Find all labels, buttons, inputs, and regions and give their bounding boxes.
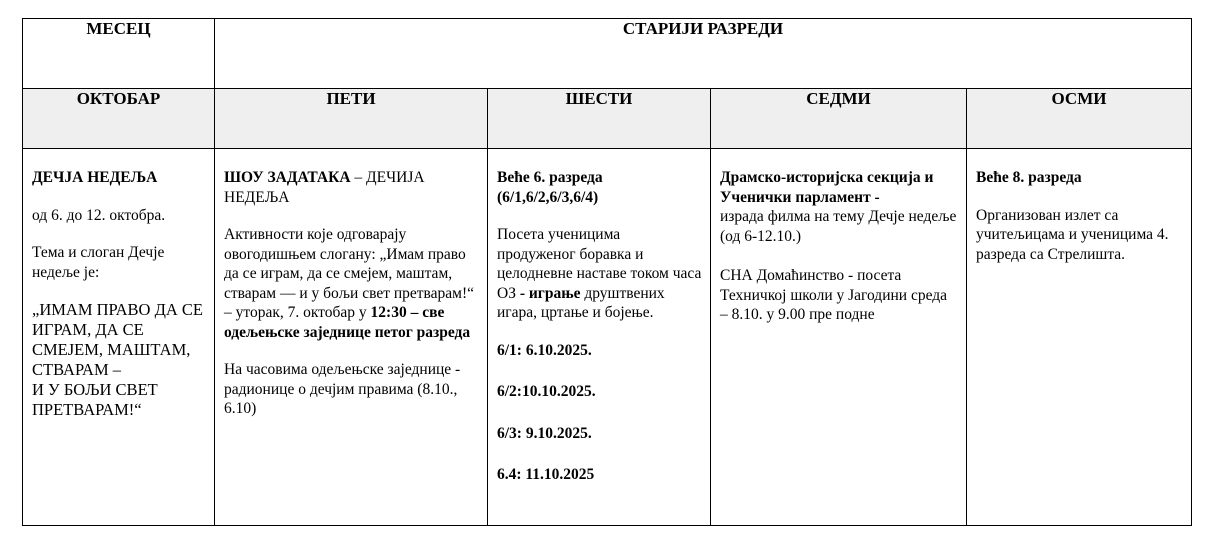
grade7-visit: СНА Домаћинство - посета Техничкој школи у Јагодини среда – 8.10. у 9.00 пре подне bbox=[720, 267, 948, 323]
grade5-workshops: На часовима одељењске заједнице - радионице о дечјим правима (8.10., 6.10) bbox=[224, 361, 461, 417]
grade6-date-3: 6/3: 9.10.2025. bbox=[497, 424, 592, 442]
grade5-content-cell bbox=[215, 149, 488, 526]
grade7-drama bbox=[720, 168, 958, 246]
grade7-content-cell bbox=[711, 149, 967, 526]
grade6-content-cell bbox=[488, 149, 711, 526]
header-row bbox=[23, 19, 1192, 89]
grade6-date-2: 6/2:10.10.2025. bbox=[497, 383, 596, 400]
grade8-title: Веће 8. разреда bbox=[976, 169, 1082, 186]
grade8-trip: Организован излет са учитељицама и ученицима 4. разреда са Стрелишта. bbox=[976, 206, 1169, 263]
grades-header-cell: СТАРИЈИ РАЗРЕДИ bbox=[215, 19, 1192, 89]
grade6-visit bbox=[497, 225, 702, 323]
grade8-content-cell bbox=[967, 149, 1192, 526]
grade6-title: Веће 6. разреда (6/1,6/2,6/3,6/4) bbox=[497, 169, 603, 206]
grade5-title-rest: – ДЕЧИЈА НЕДЕЉА bbox=[224, 169, 425, 206]
slogan-line-2: И У БОЉИ СВЕТ ПРЕТВАРАМ!“ bbox=[32, 380, 158, 419]
schedule-table bbox=[22, 18, 1192, 526]
grade6-visit-rest: друштвених игара, цртање и бојење. bbox=[497, 284, 665, 321]
month-name-cell: ОКТОБАР bbox=[23, 89, 215, 149]
grade5-activities bbox=[224, 225, 479, 342]
childrens-week-title: ДЕЧЈА НЕДЕЉА bbox=[32, 169, 158, 186]
grade6-header-cell: ШЕСТИ bbox=[488, 89, 711, 149]
subheader-row bbox=[23, 89, 1192, 149]
grade6-date-1: 6/1: 6.10.2025. bbox=[497, 341, 592, 359]
grade5-activities-time: 12:30 – све одељењске заједнице петог разреда bbox=[224, 304, 471, 341]
grade5-title-bold: ШОУ ЗАДАТАКА bbox=[224, 169, 351, 186]
grade6-visit-bold: - играње bbox=[519, 284, 581, 302]
grade6-date-4: 6.4: 11.10.2025 bbox=[497, 466, 595, 483]
grade7-title: Драмско-историјска секција и Ученички парламент - bbox=[720, 169, 934, 206]
theme-intro: Тема и слоган Дечје недеље је: bbox=[32, 244, 165, 281]
month-content-cell bbox=[23, 149, 215, 526]
grade5-activities-text: Активности које одговарају овогодишњем слогану: „Имам право да се играм, да се смејем, маштам, стварам — и у бољи свет претварам!“ – уторак, 7. октобар у bbox=[224, 226, 475, 321]
grade8-header-cell: ОСМИ bbox=[967, 89, 1192, 149]
month-header-cell: МЕСЕЦ bbox=[23, 19, 215, 89]
slogan bbox=[32, 300, 206, 420]
grade5-title bbox=[224, 168, 479, 207]
grade7-film: израда филма на тему Дечје недеље (од 6-12.10.) bbox=[720, 208, 957, 245]
content-row bbox=[23, 149, 1192, 526]
grade5-header-cell: ПЕТИ bbox=[215, 89, 488, 149]
grade7-header-cell: СЕДМИ bbox=[711, 89, 967, 149]
slogan-line-1: „ИМАМ ПРАВО ДА СЕ ИГРАМ, ДА СЕ СМЕЈЕМ, МАШТАМ, СТВАРАМ – bbox=[32, 300, 203, 379]
grade6-visit-text: Посета ученицима продуженог боравка и целодневне наставе током часа ОЗ bbox=[497, 226, 702, 302]
childrens-week-dates: од 6. до 12. октобра. bbox=[32, 206, 166, 224]
